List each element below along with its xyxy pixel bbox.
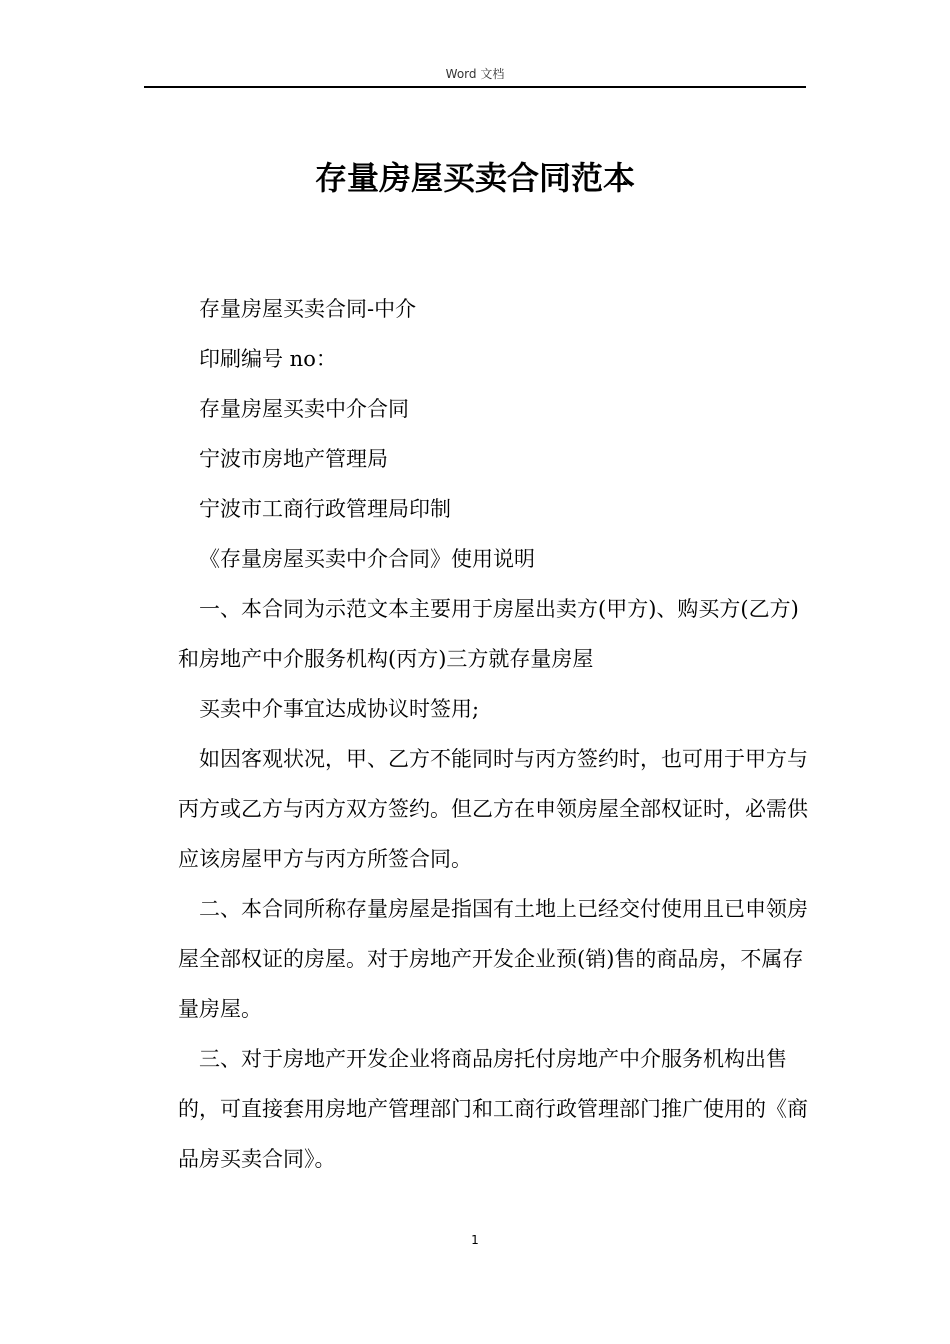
paragraph-issuer-housing: 宁波市房地产管理局 [199,447,388,471]
paragraph-clause-3: 三、对于房地产开发企业将商品房托付房地产中介服务机构出售的，可直接套用房地产管理部门和工商行政管理部门推广使用的《商品房买卖合同》。 [178,1047,808,1171]
paragraph-clause-1-note: 如因客观状况，甲、乙方不能同时与丙方签约时，也可用于甲方与丙方或乙方与丙方双方签约。但乙方在申领房屋全部权证时，必需供应该房屋甲方与丙方所签合同。 [178,747,808,871]
paragraph-contract-name: 存量房屋买卖中介合同 [199,397,409,421]
page-number: 1 [471,1233,479,1247]
paragraph-usage-heading: 《存量房屋买卖中介合同》使用说明 [199,547,535,571]
document-body [178,284,814,1184]
paragraph-print-number: 印刷编号 no： [199,347,337,371]
paragraph-clause-1: 一、本合同为示范文本主要用于房屋出卖方(甲方)、购买方(乙方)和房地产中介服务机构(丙方)三方就存量房屋 [178,597,799,671]
header-divider [144,86,806,88]
paragraph-clause-2: 二、本合同所称存量房屋是指国有土地上已经交付使用且已申领房屋全部权证的房屋。对于房地产开发企业预(销)售的商品房，不属存量房屋。 [178,897,808,1021]
paragraph-subtitle: 存量房屋买卖合同-中介 [199,297,417,321]
header-label: Word 文档 [445,67,505,81]
document-title: 存量房屋买卖合同范本 [314,159,635,197]
paragraph-clause-1-cont: 买卖中介事宜达成协议时签用; [199,697,480,721]
paragraph-issuer-commerce: 宁波市工商行政管理局印制 [199,497,451,521]
